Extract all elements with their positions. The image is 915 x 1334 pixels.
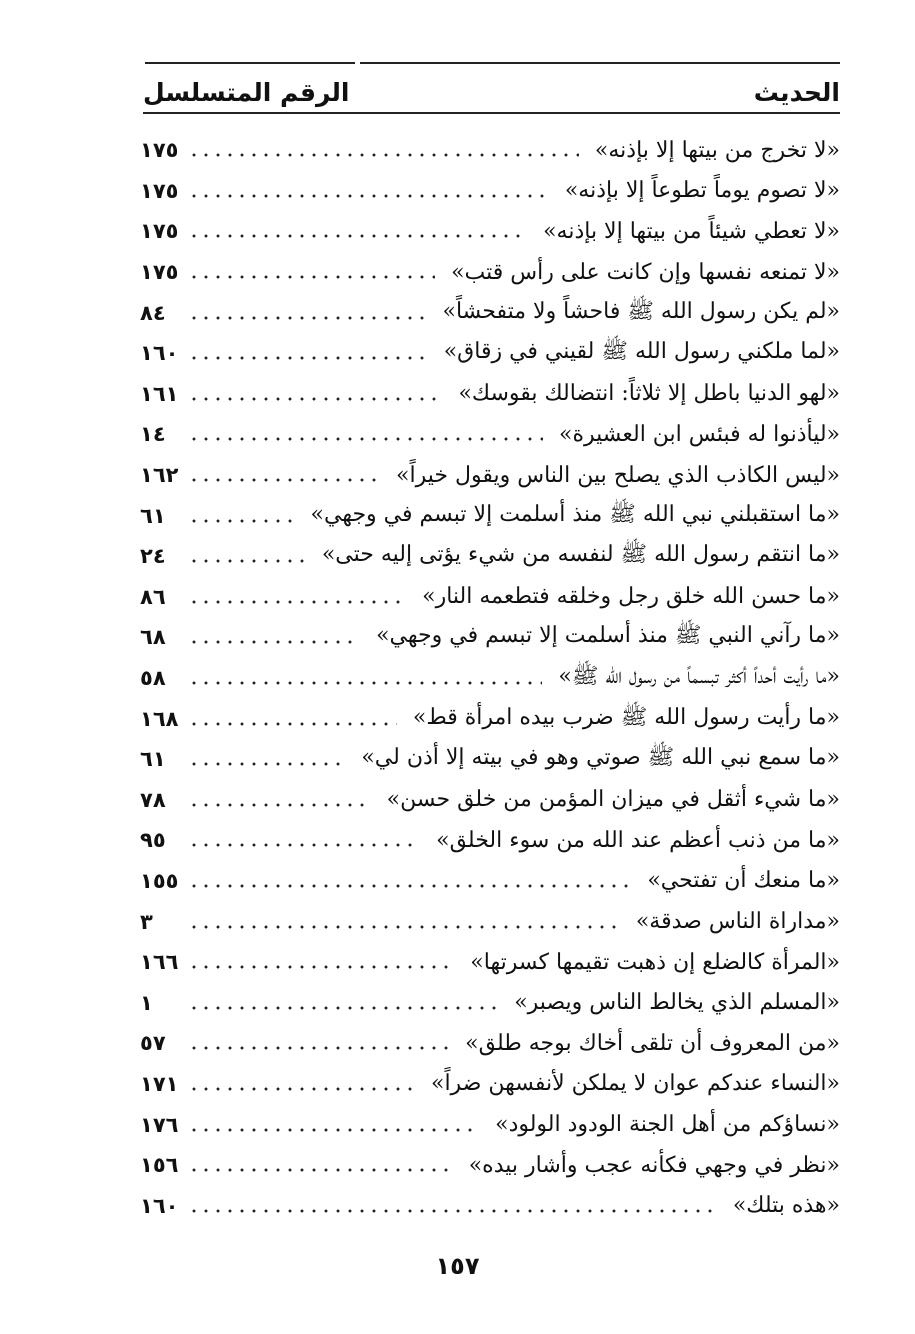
serial-number: ١٧٥ [140,178,179,203]
dot-leader [188,1085,415,1093]
serial-number: ٧٨ [140,787,166,812]
hadith-text: «هذه بتلك» [732,1193,840,1219]
serial-number: ١٧٥ [140,219,179,244]
list-item [140,333,840,374]
dot-leader [188,1044,449,1052]
list-item [140,1064,840,1105]
hadith-text: «من المعروف أن تلقى أخاك بوجه طلق» [465,1030,840,1056]
hadith-text: «ما حسن الله خلق رجل وخلقه فتطعمه النار» [422,584,840,610]
hadith-index-list [140,130,840,1226]
list-item [140,1023,840,1064]
dot-leader [188,1004,498,1012]
list-item [140,780,840,821]
serial-number: ١٥٥ [140,868,179,893]
column-header [143,72,840,112]
dot-leader [188,1207,717,1215]
hadith-text: «لم يكن رسول الله ﷺ فاحشاً ولا متفحشاً» [442,298,840,324]
dot-leader [188,273,435,281]
serial-number: ٢٤ [140,544,166,569]
list-item [140,536,840,577]
hadith-text: «لا تعطي شيئاً من بيتها إلا بإذنه» [543,218,840,244]
dot-leader [188,841,420,849]
serial-number: ٩٥ [140,828,166,853]
dot-leader [188,354,428,362]
hadith-text: «لا تمنعه نفسها وإن كانت على رأس قتب» [451,259,840,285]
list-item [140,982,840,1023]
dot-leader [188,720,397,728]
serial-number: ١٧٥ [140,260,179,285]
list-item [140,252,840,293]
top-rule-left [145,62,355,64]
list-item [140,739,840,780]
dot-leader [188,517,295,525]
dot-leader [188,1126,479,1134]
list-item [140,455,840,496]
hadith-text: «ما منعك أن تفتحي» [647,868,840,894]
dot-leader [188,963,454,971]
dot-leader [188,192,549,200]
dot-leader [188,598,406,606]
list-item [140,942,840,983]
list-item [140,577,840,618]
list-item [140,617,840,658]
top-rule-right [360,62,840,64]
hadith-text: «نساؤكم من أهل الجنة الودود الولود» [495,1112,840,1138]
hadith-text: «المرأة كالضلع إن ذهبت تقيمها كسرتها» [470,949,840,975]
hadith-text: «المسلم الذي يخالط الناس ويصبر» [514,990,840,1016]
hadith-text: «ما رأيت رسول الله ﷺ ضرب بيده امرأة قط» [412,704,840,730]
serial-number: ١٧١ [140,1071,179,1096]
list-item [140,495,840,536]
hadith-text: «ما رآني النبي ﷺ منذ أسلمت إلا تبسم في وجهي» [376,623,840,649]
dot-leader [188,435,543,443]
list-item [140,292,840,333]
serial-number: ٨٦ [140,584,166,609]
list-item [140,130,840,171]
serial-number: ١٦٠ [140,1193,179,1218]
list-item [140,820,840,861]
serial-number: ١٦١ [140,381,179,406]
hadith-text: «ما رأيت أحداً أكثر تبسماً من رسول الله ﷺ» [558,664,840,690]
serial-number: ٨٤ [140,300,166,325]
list-item [140,211,840,252]
dot-leader [188,882,631,890]
hadith-text: «نظر في وجهي فكأنه عجب وأشار بيده» [468,1152,840,1178]
list-item [140,1185,840,1226]
dot-leader [188,557,306,565]
serial-number: ٣ [140,909,153,934]
list-item [140,861,840,902]
hadith-text: «ما استقبلني نبي الله ﷺ منذ أسلمت إلا تبسم في وجهي» [310,501,840,527]
serial-number: ٦٨ [140,625,166,650]
serial-number: ١٦٦ [140,950,179,975]
hadith-text: «ليس الكاذب الذي يصلح بين الناس ويقول خيراً» [396,462,840,488]
serial-number: ٦١ [140,747,166,772]
hadith-text: «لما ملكني رسول الله ﷺ لقيني في زقاق» [443,339,840,365]
serial-number: ١٤ [140,422,166,447]
serial-number: ١٦٨ [140,706,179,731]
list-item [140,658,840,699]
hadith-text: «ما انتقم رسول الله ﷺ لنفسه من شيء يؤتى إليه حتى» [321,542,840,568]
hadith-text: «ما من ذنب أعظم عند الله من سوء الخلق» [436,827,840,853]
serial-number-column-label: الرقم المتسلسل [143,77,350,107]
page-number: ١٥٧ [435,1252,480,1280]
list-item [140,1104,840,1145]
dot-leader [188,476,380,484]
serial-number: ١٥٦ [140,1153,179,1178]
dot-leader [188,923,620,931]
hadith-column-label: الحديث [753,77,840,107]
hadith-text: «ما شيء أثقل في ميزان المؤمن من خلق حسن» [386,787,840,813]
serial-number: ٥٨ [140,666,166,691]
list-item [140,171,840,212]
dot-leader [188,760,345,768]
serial-number: ١٦٢ [140,463,179,488]
dot-leader [188,1166,453,1174]
serial-number: ١ [140,990,153,1015]
hadith-text: «مداراة الناس صدقة» [635,909,840,935]
dot-leader [188,638,360,646]
dot-leader [188,151,579,159]
list-item [140,901,840,942]
list-item [140,414,840,455]
serial-number: ١٧٦ [140,1112,179,1137]
serial-number: ٦١ [140,503,166,528]
list-item [140,1145,840,1186]
serial-number: ٥٧ [140,1031,166,1056]
hadith-text: «لهو الدنيا باطل إلا ثلاثاً: انتضالك بقوسك» [458,381,840,407]
list-item [140,374,840,415]
serial-number: ١٦٠ [140,341,179,366]
hadith-text: «لا تخرج من بيتها إلا بإذنه» [594,137,840,163]
hadith-text: «ليأذنوا له فبئس ابن العشيرة» [558,421,840,447]
dot-leader [188,314,426,322]
dot-leader [188,679,542,687]
dot-leader [188,395,442,403]
hadith-text: «النساء عندكم عوان لا يملكن لأنفسهن ضراً» [430,1071,840,1097]
hadith-text: «ما سمع نبي الله ﷺ صوتي وهو في بيته إلا أذن لي» [361,745,840,771]
dot-leader [188,232,527,240]
dot-leader [188,801,371,809]
list-item [140,698,840,739]
serial-number: ١٧٥ [140,138,179,163]
hadith-text: «لا تصوم يوماً تطوعاً إلا بإذنه» [564,178,840,204]
header-rule [143,112,840,114]
